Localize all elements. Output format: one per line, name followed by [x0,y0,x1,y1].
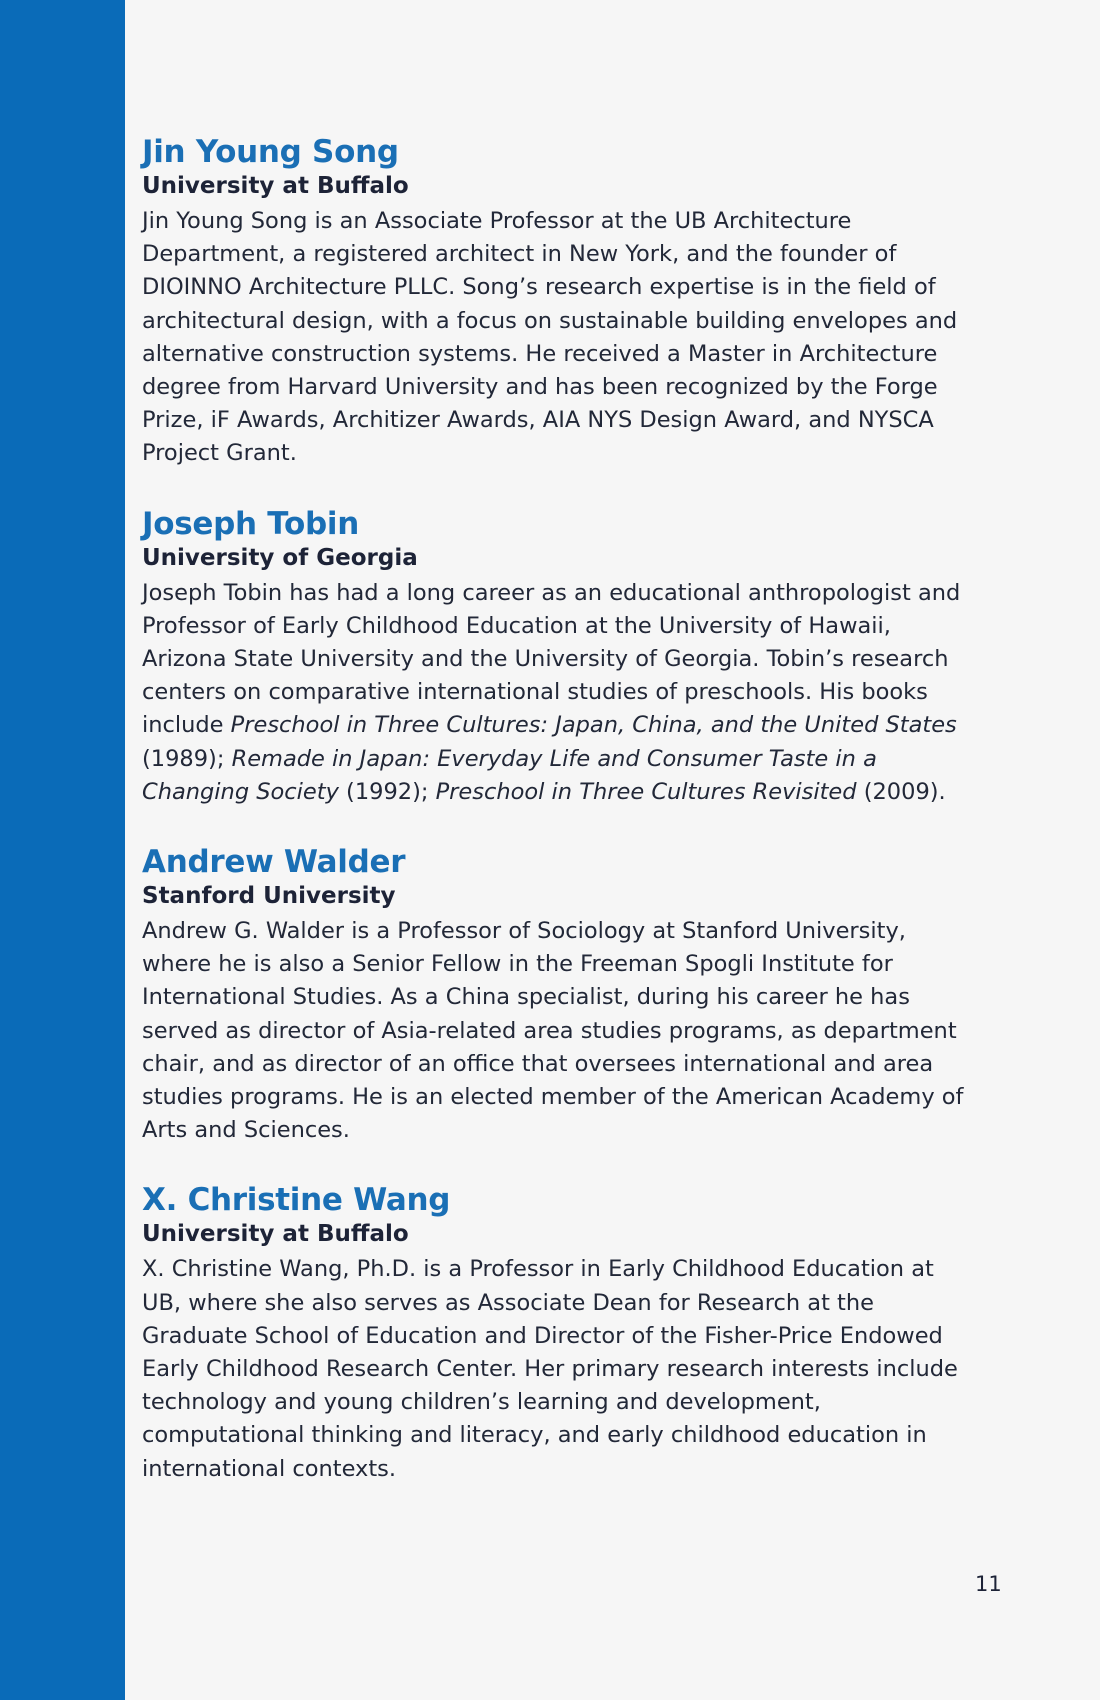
bio-affiliation: University at Buffalo [142,173,409,199]
text-run: Andrew G. Walder is a Professor of Sociology at Stanford University, where he is also a Senior Fellow in the Freeman Spogli Institute for International Studies. As a China specialist, during his career he has served as director of Asia-related area studies programs, as department chair, and as director of an office that oversees international and area studies programs. He is an elected member of the American Academy of Arts and Sciences. [142,918,964,1144]
text-run: Joseph Tobin has had a long career as an educational anthropologist and Professor of Early Childhood Education at the University of Hawaii, Arizona State University and the University of Georgia. Tobin’s research centers on comparative international studies of preschools. His books include [142,579,961,739]
page-number: 11 [975,1572,1002,1596]
text-run: Jin Young Song is an Associate Professor at the UB Architecture Department, a registered architect in New York, and the founder of DIOINNO Architecture PLLC. Song’s research expertise is in the field of architectural design, with a focus on sustainable building envelopes and alternative construction systems. He received a Master in Architecture degree from Harvard University and has been recognized by the Forge Prize, iF Awards, Architizer Awards, AIA NYS Design Award, and NYSCA Project Grant. [142,208,958,467]
bio-name: Joseph Tobin [142,505,359,542]
bio-joseph-tobin [142,505,972,809]
bio-name: X. Christine Wang [142,1182,451,1219]
text-run: (1989); [142,745,232,772]
bio-name: Jin Young Song [142,134,399,170]
bio-text [142,205,972,471]
bio-text [142,1253,972,1485]
bios-section [142,133,972,1520]
book-title: Remade in Japan: Everyday Life and Consumer Taste in a Changing Society [142,745,877,805]
text-run: X. Christine Wang, Ph.D. is a Professor in Early Childhood Education at UB, where she also serves as Associate Dean for Research at the Graduate School of Education and Director of the Fisher-Price Endowed Early Childhood Research Center. Her primary research interests include technology and young children’s learning and development, computational thinking and literacy, and early childhood education in international contexts. [142,1256,958,1482]
book-title: Preschool in Three Cultures: Japan, China, and the United States [230,712,957,739]
bio-affiliation: University of Georgia [142,544,418,571]
text-run: (2009). [856,778,946,805]
bio-text [142,577,972,809]
bio-x-christine-wang [142,1181,972,1485]
bio-text [142,915,972,1147]
book-title: Preschool in Three Cultures Revisited [435,778,857,805]
bio-name: Andrew Walder [142,844,406,881]
bio-affiliation: University at Buffalo [142,1221,409,1248]
bio-affiliation: Stanford University [142,883,396,910]
accent-side-bar [0,0,125,1700]
bio-jin-young-song [142,133,972,471]
bio-andrew-walder [142,843,972,1147]
text-run: (1992); [338,778,436,805]
